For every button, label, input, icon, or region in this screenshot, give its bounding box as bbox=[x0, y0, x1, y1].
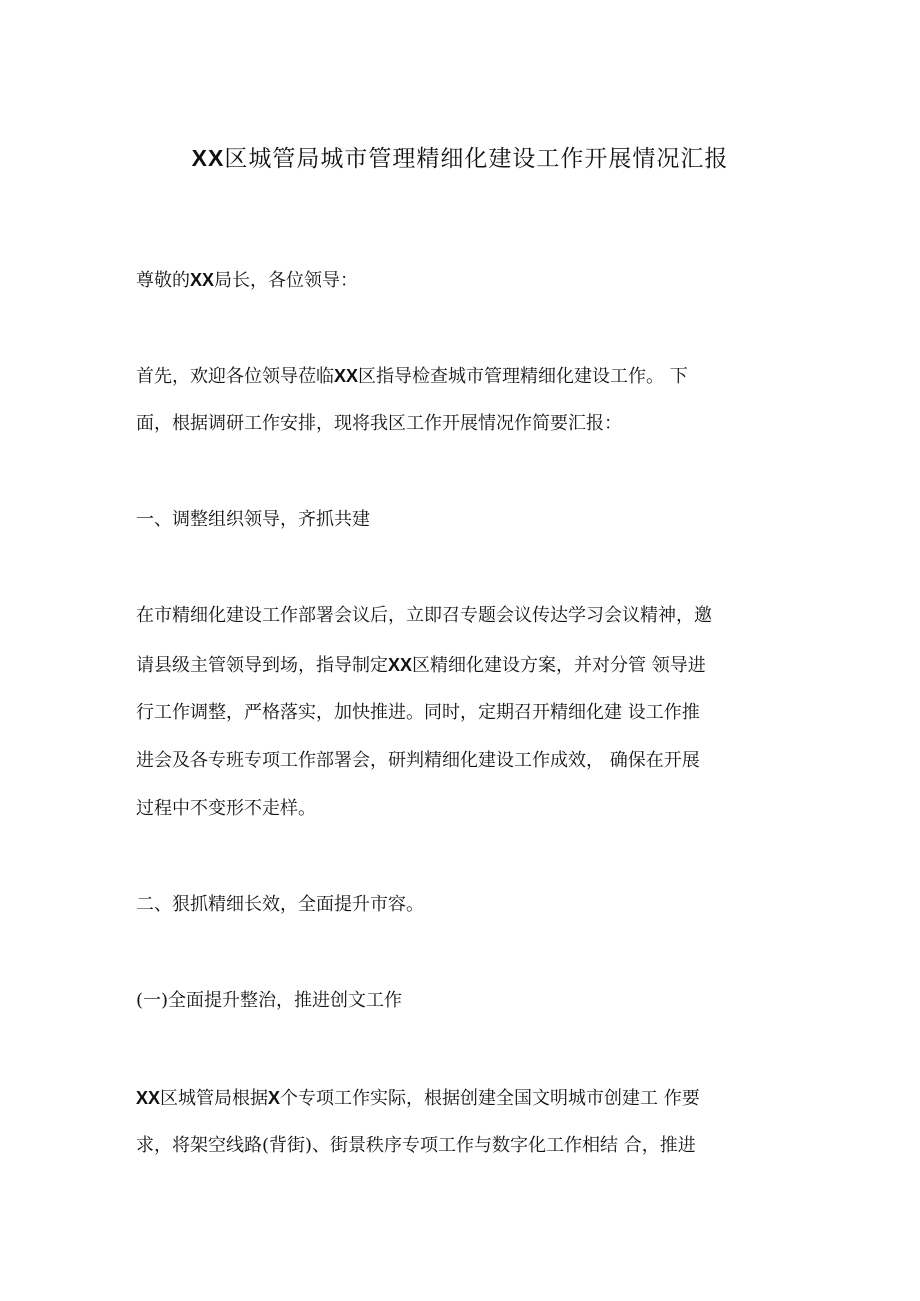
section-heading-2: 二、狠抓精细长效，全面提升市容。 bbox=[136, 894, 424, 915]
subsection1-line: 求，将架空线路(背街)、街景秩序专项工作与数字化工作相结 合，推进 bbox=[136, 1135, 696, 1156]
section1-line: 在市精细化建设工作部署会议后，立即召专题会议传达学习会议精神，邀 bbox=[136, 605, 712, 626]
salutation: 尊敬的XX局长，各位领导： bbox=[136, 270, 359, 291]
section1-line: 进会及各专班专项工作部署会，研判精细化建设工作成效， 确保在开展 bbox=[136, 750, 700, 771]
intro-line: 面，根据调研工作安排，现将我区工作开展情况作简要汇报： bbox=[136, 413, 622, 434]
intro-line: 首先，欢迎各位领导莅临XX区指导检查城市管理精细化建设工作。 下 bbox=[136, 366, 688, 387]
section-heading-1: 一、调整组织领导，齐抓共建 bbox=[136, 509, 370, 530]
section1-line: 过程中不变形不走样。 bbox=[136, 798, 316, 819]
section1-line: 请县级主管领导到场，指导制定XX区精细化建设方案，并对分管 领导进 bbox=[136, 655, 706, 676]
document-title: XX区城管局城市管理精细化建设工作开展情况汇报 bbox=[191, 145, 729, 172]
subsection1-line: XX区城管局根据X个专项工作实际，根据创建全国文明城市创建工 作要 bbox=[136, 1088, 700, 1109]
subsection-heading-1: (一)全面提升整治，推进创文工作 bbox=[136, 990, 403, 1011]
section1-line: 行工作调整，严格落实，加快推进。同时，定期召开精细化建 设工作推 bbox=[136, 702, 700, 723]
